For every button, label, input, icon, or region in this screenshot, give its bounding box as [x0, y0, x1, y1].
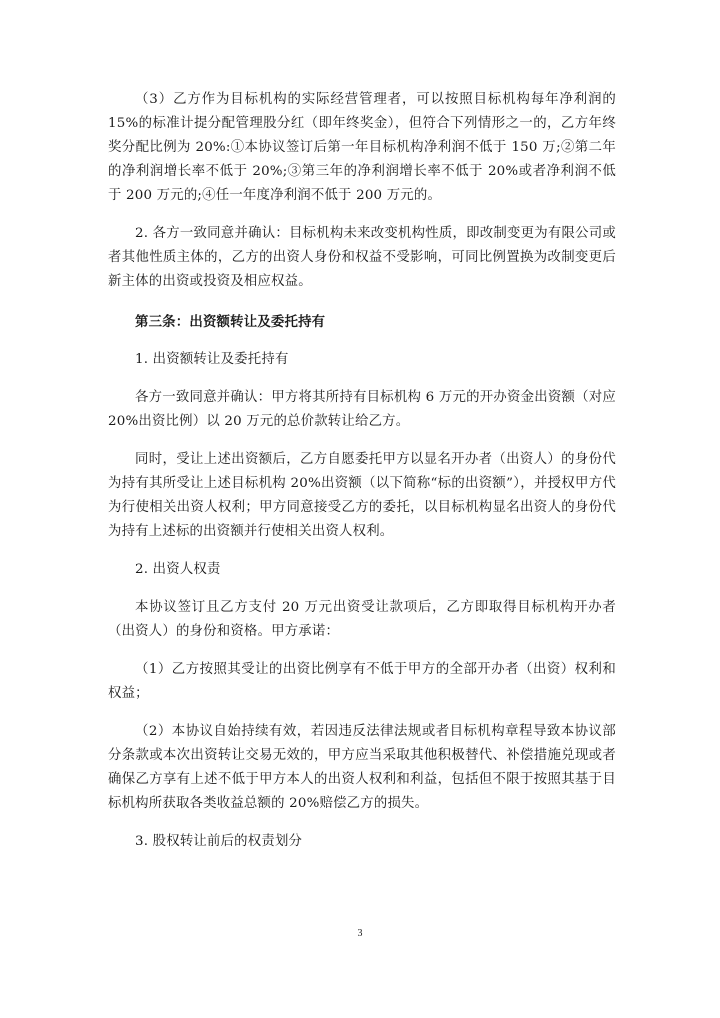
section-3-heading: 3. 股权转让前后的权责划分: [135, 834, 303, 849]
document-body: [108, 88, 616, 854]
section-2-heading: 2. 出资人权责: [135, 562, 221, 577]
section-1-heading: 1. 出资额转让及委托持有: [135, 352, 289, 367]
article-3-heading: 第三条：出资额转让及委托持有: [135, 314, 326, 330]
paragraph-transfer-agreement: 各方一致同意并确认：甲方将其所持有目标机构 6 万元的开办资金出资额（对应 20%出资比例）以 20 万元的总价款转让给乙方。: [108, 390, 616, 429]
paragraph-restructure-clause: 2. 各方一致同意并确认：目标机构未来改变机构性质，即改制变更为有限公司或者其他性质主体的，乙方的出资人身份和权益不受影响，可同比例置换为改制变更后新主体的出资或投资及相应权益。: [108, 226, 616, 289]
list-item-1: （1）乙方按照其受让的出资比例享有不低于甲方的全部开办者（出资）权利和权益；: [108, 662, 616, 701]
paragraph-entrusted-holding: 同时，受让上述出资额后，乙方自愿委托甲方以显名开办者（出资人）的身份代为持有其所受让上述目标机构 20%出资额（以下简称“标的出资额”），并授权甲方代为行使相关出资人权利；甲方同意接受乙方的委托，以目标机构显名出资人的身份代为持有上述标的出资额并行使相关出资人权利。: [108, 452, 616, 539]
paragraph-investor-rights: 本协议签订且乙方支付 20 万元出资受让款项后，乙方即取得目标机构开办者（出资人）的身份和资格。甲方承诺：: [108, 600, 616, 639]
list-item-2: （2）本协议自始持续有效，若因违反法律法规或者目标机构章程导致本协议部分条款或本次出资转让交易无效的，甲方应当采取其他积极替代、补偿措施兑现或者确保乙方享有上述不低于甲方本人的出资人权利和利益，包括但不限于按照其基于目标机构所获取各类收益总额的 20%赔偿乙方的损失。: [108, 724, 616, 811]
page-number: 3: [357, 928, 363, 939]
paragraph-bonus-clause: （3）乙方作为目标机构的实际经营管理者，可以按照目标机构每年净利润的 15%的标准计提分配管理股分红（即年终奖金），但符合下列情形之一的，乙方年终奖分配比例为 20%:①本协议签订后第一年目标机构净利润不低于 150 万;②第二年的净利润增长率不低于 20%;③第三年的净利润增长率不低于 20%或者净利润不低于 200 万元的;④任一年度净利润不低于 200 万元的。: [108, 92, 616, 203]
